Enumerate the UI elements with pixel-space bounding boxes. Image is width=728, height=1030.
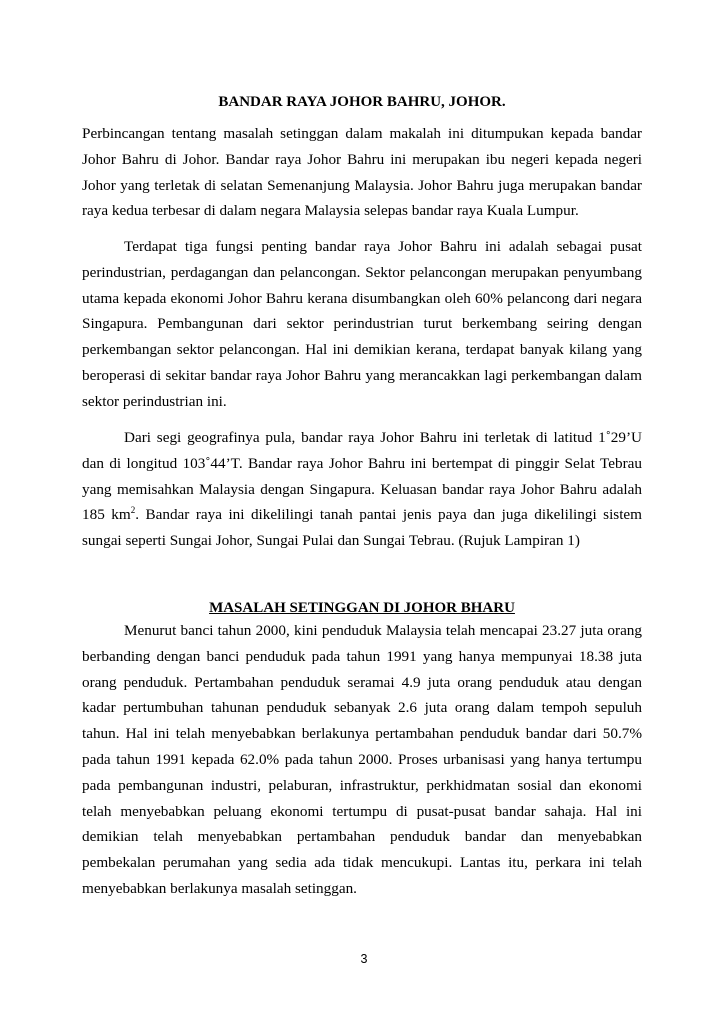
page-number: 3	[360, 952, 368, 966]
geography-text-part2: . Bandar raya ini dikelilingi tanah pantai jenis paya dan juga dikelilingi sistem sungai seperti Sungai Johor, Sungai Pulai dan Sungai Tebrau. (Rujuk Lampiran 1)	[82, 506, 642, 550]
paragraph-introduction: Perbincangan tentang masalah setinggan dalam makalah ini ditumpukan kepada bandar Johor Bahru di Johor. Bandar raya Johor Bahru ini merupakan ibu negeri kepada negeri Johor yang terletak di selatan Semenanjung Malaysia. Johor Bahru juga merupakan bandar raya kedua terbesar di dalam negara Malaysia selepas bandar raya Kuala Lumpur.	[82, 125, 642, 220]
section-heading-masalah-setinggan-text: MASALAH SETINGGAN DI JOHOR BHARU	[209, 600, 515, 616]
geography-text-part1: Dari segi geografinya pula, bandar raya Johor Bahru ini terletak di latitud 1˚29’U dan di longitud 103˚44’T. Bandar raya Johor Bahru ini bertempat di pinggir Selat Tebrau yang memisahkan Malaysia dengan Singapura. Keluasan bandar raya Johor Bahru adalah 185 km	[82, 429, 642, 524]
paragraph-geography	[82, 425, 642, 554]
section-heading-masalah-setinggan	[82, 598, 642, 618]
paragraph-functions: Terdapat tiga fungsi penting bandar raya Johor Bahru ini adalah sebagai pusat perindustrian, perdagangan dan pelancongan. Sektor pelancongan merupakan penyumbang utama kepada ekonomi Johor Bahru kerana disumbangkan oleh 60% pelancong dari negara Singapura. Pembangunan dari sektor perindustrian turut berkembang seiring dengan perkembangan sektor pelancongan. Hal ini demikian kerana, terdapat banyak kilang yang beroperasi di sekitar bandar raya Johor Bahru yang merancakkan lagi perkembangan dalam sektor perindustrian ini.	[82, 238, 642, 410]
section-heading-bandar-raya: BANDAR RAYA JOHOR BAHRU, JOHOR.	[218, 94, 506, 110]
paragraph-squatter-problem: Menurut banci tahun 2000, kini penduduk Malaysia telah mencapai 23.27 juta orang berbanding dengan banci penduduk pada tahun 1991 yang hanya mempunyai 18.38 juta orang penduduk. Pertambahan penduduk seramai 4.9 juta orang penduduk atau dengan kadar pertumbuhan tahunan penduduk sebanyak 2.6 juta orang dalam tempoh sepuluh tahun. Hal ini telah menyebabkan berlakunya pertambahan penduduk bandar dari 50.7% pada tahun 1991 kepada 62.0% pada tahun 2000. Proses urbanisasi yang hanya tertumpu pada pembangunan industri, pelaburan, infrastruktur, perkhidmatan sosial dan ekonomi telah menyebabkan peluang ekonomi tertumpu di pusat-pusat bandar sahaja. Hal ini demikian telah menyebabkan pertambahan penduduk bandar dan menyebabkan pembekalan perumahan yang sedia ada tidak mencukupi. Lantas itu, perkara ini telah menyebabkan berlakunya masalah setinggan.	[82, 622, 642, 897]
superscript-two: 2	[130, 505, 136, 516]
